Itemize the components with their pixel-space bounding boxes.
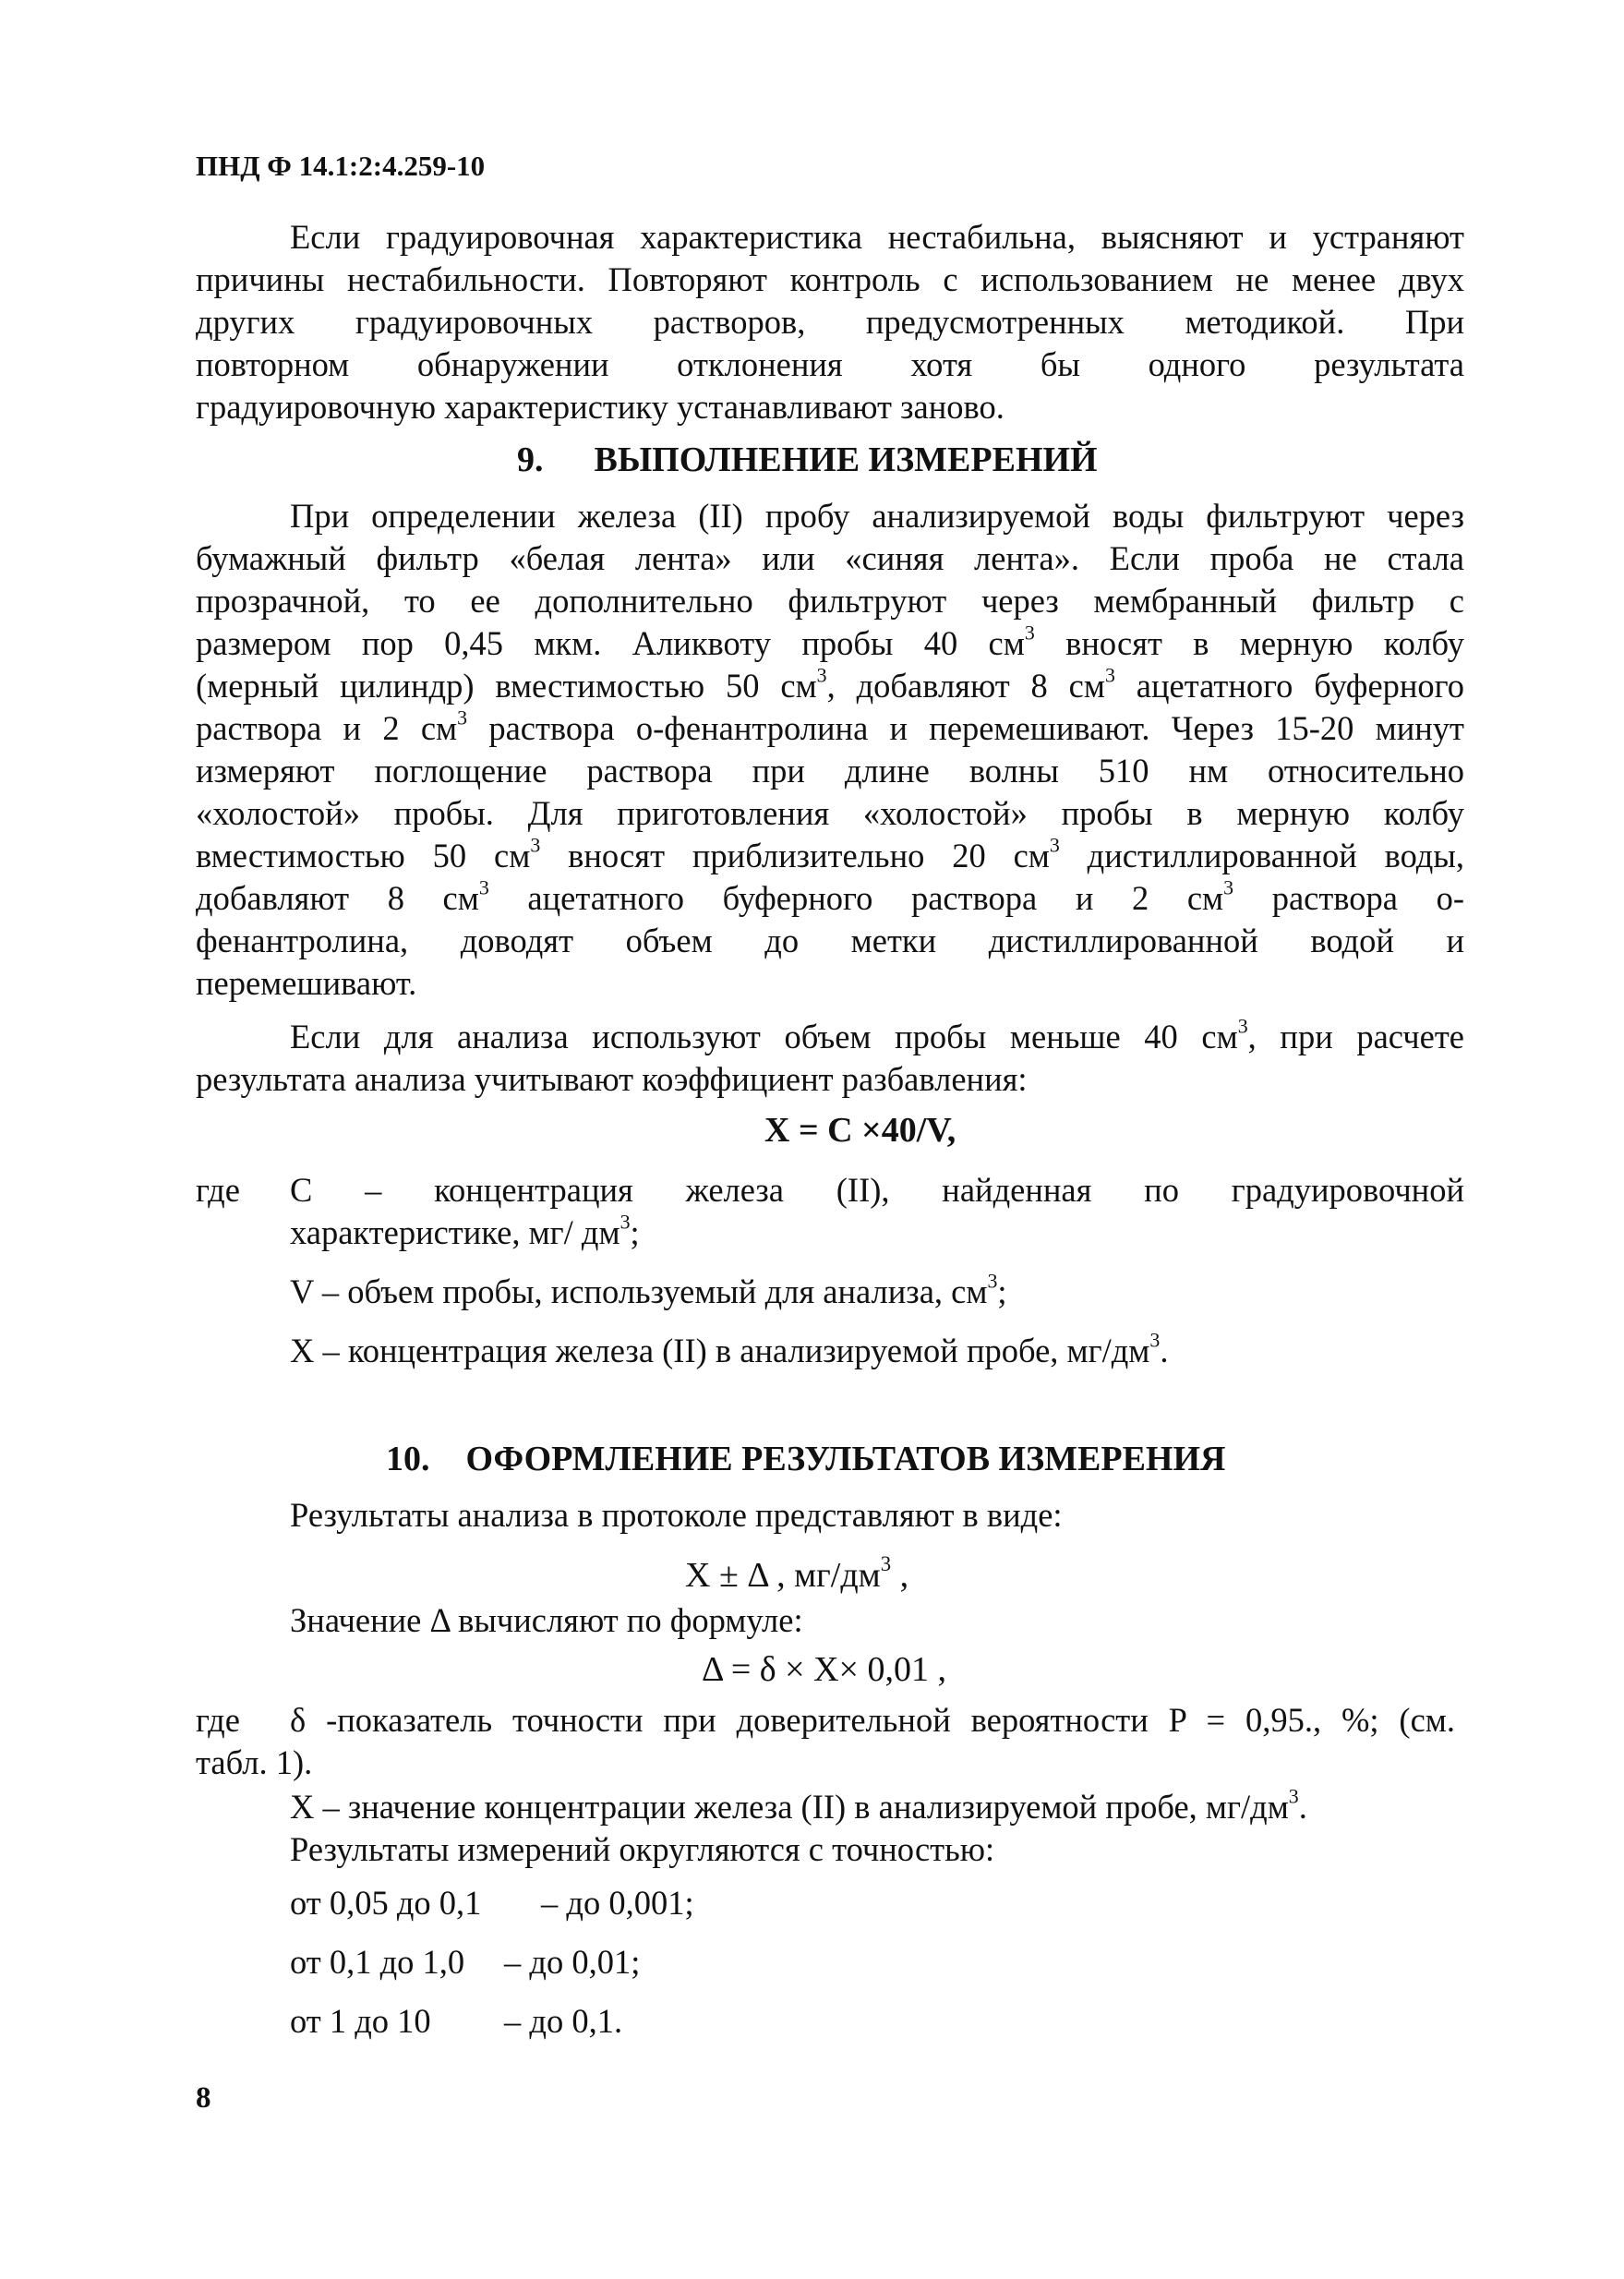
rounding-range-1: от 0,05 до 0,1 [290,1884,482,1922]
dilution-formula: X = C ×40/V, [764,1111,956,1150]
superscript-3: 3 [1049,833,1060,857]
s9-p1-line-3: прозрачной, то ее дополнительно фильтруют через мембранный фильтр с [196,582,1464,620]
intro-line-4: повторном обнаружении отклонения хотя бы одного результата [196,345,1464,383]
superscript-3: 3 [1288,1784,1299,1808]
superscript-3: 3 [530,833,541,857]
superscript-3: 3 [478,875,489,899]
page-number: 8 [196,2081,211,2115]
s9-p1-line-11: фенантролина, доводят объем до метки дистиллированной водой и [196,922,1464,959]
s9-p1-line-4: размером пор 0,45 мкм. Аликвоту пробы 40 $см^3$ вносят в мерную колбу [196,621,1464,662]
s9-p1-line-9: вместимостью 50 $см^3$ вносят приблизительно 20 $см^3$ дистиллированной воды, [196,833,1464,874]
where-v-line: V – объем пробы, используемый для анализа, $см^3$; [290,1269,1007,1310]
intro-line-3: других градуировочных растворов, предусмотренных методикой. При [196,303,1464,341]
s9-p1-line-7: измеряют поглощение раствора при длине волны 510 нм относительно [196,752,1464,790]
rounding-precision-2: – до 0,01; [504,1943,641,1981]
rounding-precision-1: – до 0,001; [541,1884,694,1922]
s9-p2-line-1: Если для анализа используют объем пробы меньше 40 $см^3$, при расчете [290,1014,1464,1055]
section-9-title: ВЫПОЛНЕНИЕ ИЗМЕРЕНИЙ [594,440,1098,479]
superscript-3: 3 [1237,1014,1248,1038]
result-formula: X ± Δ , $мг/дм^3$ , [685,1551,909,1595]
superscript-3: 3 [1223,875,1234,899]
intro-line-2: причины нестабильности. Повторяют контроль с использованием не менее двух [196,260,1464,298]
superscript-3: 3 [1024,621,1035,645]
section-10-number: 10. [386,1440,430,1478]
rounding-range-3: от 1 до 10 [290,2002,431,2040]
rounding-precision-3: – до 0,1. [504,2002,623,2040]
s9-p2-line-2: результата анализа учитывают коэффициент разбавления: [196,1060,1028,1098]
rounding-range-2: от 0,1 до 1,0 [290,1943,465,1981]
where-c-line-2: характеристике, мг/ $дм^3$; [290,1210,640,1251]
s10-where-line-1: δ -показатель точности при доверительной вероятности P = 0,95., %; (см. [290,1701,1455,1739]
intro-line-5: градуировочную характеристику устанавливают заново. [196,388,1004,426]
section-9-number: 9. [517,440,544,479]
superscript-3: 3 [816,663,827,687]
superscript-3: 3 [1104,663,1115,687]
s9-p1-line-1: При определении железа (II) пробу анализируемой воды фильтруют через [290,497,1464,535]
section-10-heading [386,1437,1226,1481]
superscript-3: 3 [987,1269,998,1293]
section-10-title: ОФОРМЛЕНИЕ РЕЗУЛЬТАТОВ ИЗМЕРЕНИЯ [465,1440,1226,1478]
s9-p1-line-12: перемешивают. [196,964,417,1002]
superscript-3: 3 [880,1551,892,1575]
superscript-3: 3 [457,705,468,730]
document-code: ПНД Ф 14.1:2:4.259-10 [196,150,486,182]
s10-line-2: Значение Δ вычисляют по формуле: [290,1601,803,1639]
superscript-3: 3 [1149,1328,1161,1352]
s9-p1-line-2: бумажный фильтр «белая лента» или «синяя лента». Если проба не стала [196,539,1464,577]
delta-formula: Δ = δ × X× 0,01 , [702,1650,946,1689]
s10-where-line-2: табл. 1). [196,1743,313,1781]
s9-p1-line-5: (мерный цилиндр) вместимостью 50 $см^3$, добавляют 8 $см^3$ ацетатного буферного [196,663,1464,705]
s10-where-line-3: X – значение концентрации железа (II) в анализируемой пробе, $мг/дм^3$. [290,1784,1307,1826]
s10-line-3: Результаты измерений округляются с точностью: [290,1830,995,1868]
section-9-heading [517,438,1098,482]
intro-line-1: Если градуировочная характеристика нестабильна, выясняют и устраняют [290,218,1464,256]
superscript-3: 3 [620,1210,631,1234]
s9-p1-line-6: раствора и 2 $см^3$ раствора о-фенантролина и перемешивают. Через 15-20 минут [196,705,1465,747]
s9-p1-line-10: добавляют 8 $см^3$ ацетатного буферного раствора и 2 $см^3$ раствора о- [196,875,1464,917]
s9-p1-line-8: «холостой» пробы. Для приготовления «холостой» пробы в мерную колбу [196,794,1464,832]
s10-where-label: где [196,1701,240,1739]
where-x-line: X – концентрация железа (II) в анализируемой пробе, $мг/дм^3$. [290,1328,1169,1369]
where-label: где [196,1171,240,1209]
s10-line-1: Результаты анализа в протоколе представляют в виде: [290,1496,1063,1534]
where-c-line-1: C – концентрация железа (II), найденная по градуировочной [290,1171,1464,1209]
